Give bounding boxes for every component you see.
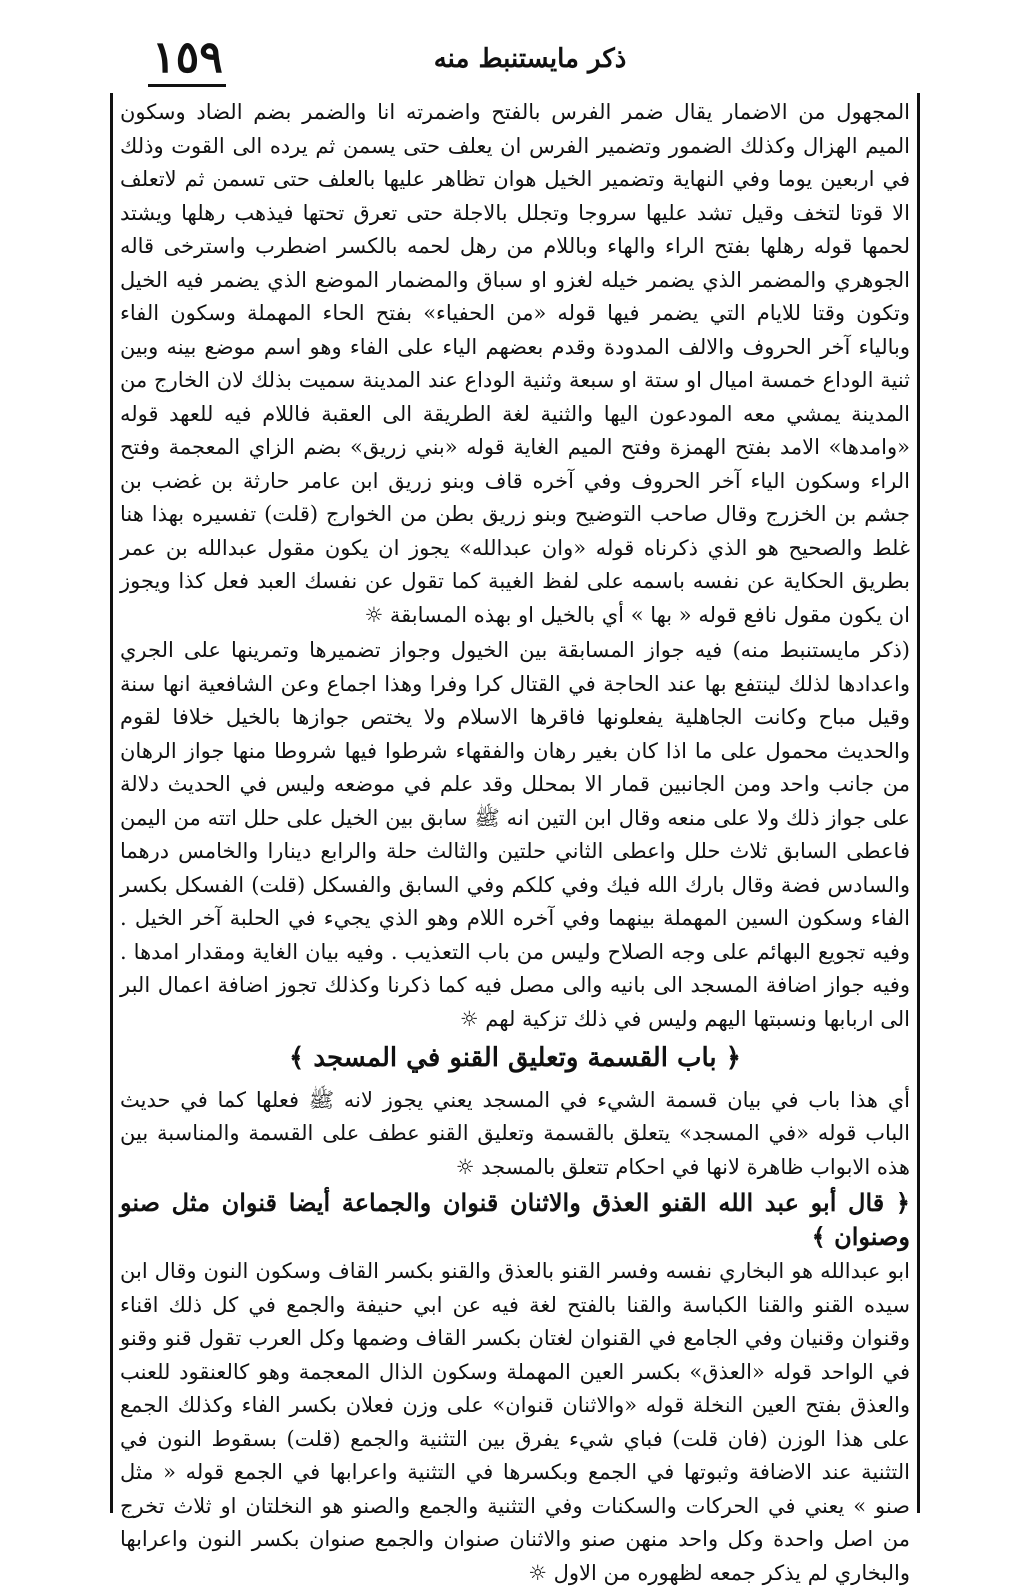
page-number-underline — [148, 84, 226, 87]
chapter-paragraph: أي هذا باب في بيان قسمة الشيء في المسجد يعني يجوز لانه ﷺ فعلها كما في حديث الباب قوله «في المسجد» يتعلق بالقسمة وتعليق القنو عطف على القسمة والمناسبة بين هذه الابواب ظاهرة لانها في احكام تتعلق بالمسجد ☼ — [120, 1087, 910, 1179]
bukhari-quote: ﴿ قال أبو عبد الله القنو العذق والاثنان قنوان والجماعة أيضا قنوان مثل صنو وصنوان ﴾ — [120, 1188, 910, 1251]
running-title: ذكر مايستنبط منه — [433, 44, 627, 74]
page-number: ١٥٩ — [152, 32, 223, 83]
commentary-paragraph-2: (ذكر مايستنبط منه) فيه جواز المسابقة بين الخيول وجواز تضميرها وتمرينها على الجري واعدادها لذلك لينتفع بها عند الحاجة في القتال كرا وفرا وهذا اجماع وعن الشافعية انها سنة وقيل مباح وكانت الجاهلية يفعلونها فاقرها الاسلام ولا يختص جوازها بالخيل خلافا لقوم والحديث محمول على ما اذا كان بغير رهان والفقهاء شرطوا فيها شروطا منها جواز الرهان من جانب واحد ومن الجانبين قمار الا بمحلل وقد علم في موضعه وليس في الحديث دلالة على جواز ذلك ولا على منعه وقال ابن التين انه ﷺ سابق بين الخيل على حلل اتته من اليمن فاعطى السابق ثلاث حلل واعطى الثاني حلتين والثالث حلة والرابع دينارا والخامس درهما والسادس فضة وقال بارك الله فيك وفي كلكم وفي السابق والفسكل (قلت) الفسكل بكسر الفاء وسكون السين المهملة بينهما وفي آخره اللام وهو الذي يجيء في الحلبة آخر الخيل . وفيه تجويع البهائم على وجه الصلاح وليس من باب التعذيب . وفيه بيان الغاية ومقدار امدها . وفيه جواز اضافة المسجد الى بانيه والى مصل فيه كما ذكرنا وكذلك تجوز اضافة اعمال البر الى اربابها ونسبتها اليهم وليس في ذلك تزكية لهم ☼ — [120, 638, 910, 1031]
commentary-paragraph-1: المجهول من الاضمار يقال ضمر الفرس بالفتح واضمرته انا والضمر بضم الضاد وسكون الميم الهزال وكذلك الضمور وتضمير الفرس ان يعلف حتى يسمن ثم يرده الى القوت وذلك في اربعين يوما وفي النهاية وتضمير الخيل هوان تظاهر عليها بالعلف حتى تسمن ثم لاتعلف الا قوتا لتخف وقيل تشد عليها سروجا وتجلل بالاجلة حتى تعرق تحتها فيذهب رهلها ويشتد لحمها قوله رهلها بفتح الراء والهاء وباللام من رهل لحمه بالكسر اضطرب واسترخى قاله الجوهري والمضمر الذي يضمر خيله لغزو او سباق والمضمار الموضع الذي يضمر فيه الخيل وتكون وقتا للايام التي يضمر فيها قوله «من الحفياء» بفتح الحاء المهملة وسكون الفاء وبالياء آخر الحروف والالف المدودة وقدم بعضهم الياء على الفاء وهو اسم موضع بينه وبين ثنية الوداع خمسة اميال او ستة او سبعة وثنية الوداع عند المدينة سميت بذلك لان الخارج من المدينة يمشي معه المودعون اليها والثنية لغة الطريقة الى العقبة فاللام فيه للعهد قوله «وامدها» الامد بفتح الهمزة وفتح الميم الغاية قوله «بني زريق» بضم الزاي المعجمة وفتح الراء وسكون الياء آخر الحروف وفي آخره قاف وبنو زريق ابن عامر حارثة بن غضب بن جشم بن الخزرج وقال صاحب التوضيح وبنو زريق بطن من الخوارج (قلت) تفسيره بهذا هنا غلط والصحيح هو الذي ذكرناه قوله «وان عبدالله» يجوز ان يكون مقول عبدالله بن عمر بطريق الحكاية عن نفسه باسمه على لفظ الغيبة كما تقول عن نفسك العبد فعل كذا ويجوز ان يكون مقول نافع قوله « بها » أي بالخيل او بهذه المسابقة ☼ — [120, 100, 910, 627]
final-paragraph: ابو عبدالله هو البخاري نفسه وفسر القنو بالعذق والقنو بكسر القاف وسكون النون وقال ابن سيده القنو والقنا الكباسة والقنا بالفتح لغة فيه عن ابي حنيفة والجمع في كل ذلك اقناء وقنوان وقنيان وفي الجامع في القنوان لغتان بكسر القاف وضمها وكل العرب تقول قنو وقنو في الواحد قوله «العذق» بكسر العين المهملة وسكون الذال المعجمة وهو كالعنقود للعنب والعذق بفتح العين النخلة قوله «والاثنان قنوان» على وزن فعلان بكسر الفاء وكذلك الجمع على هذا الوزن (فان قلت) فباي شيء يفرق بين التثنية والجمع (قلت) بسقوط النون في التثنية عند الاضافة وثبوتها في الجمع وبكسرها في التثنية واعرابها في الجمع قوله « مثل صنو » يعني في الحركات والسكنات وفي التثنية والجمع والصنو هو النخلتان او ثلاث تخرج من اصل واحدة وكل واحد منهن صنو والاثنان صنوان والجمع صنوان بكسر النون واعرابها والبخاري لم يذكر جمعه لظهوره من الاول ☼ — [120, 1259, 910, 1585]
page-header — [0, 0, 1027, 90]
chapter-heading: ﴿ باب القسمة وتعليق القنو في المسجد ﴾ — [289, 1043, 741, 1073]
main-text — [120, 96, 910, 1590]
